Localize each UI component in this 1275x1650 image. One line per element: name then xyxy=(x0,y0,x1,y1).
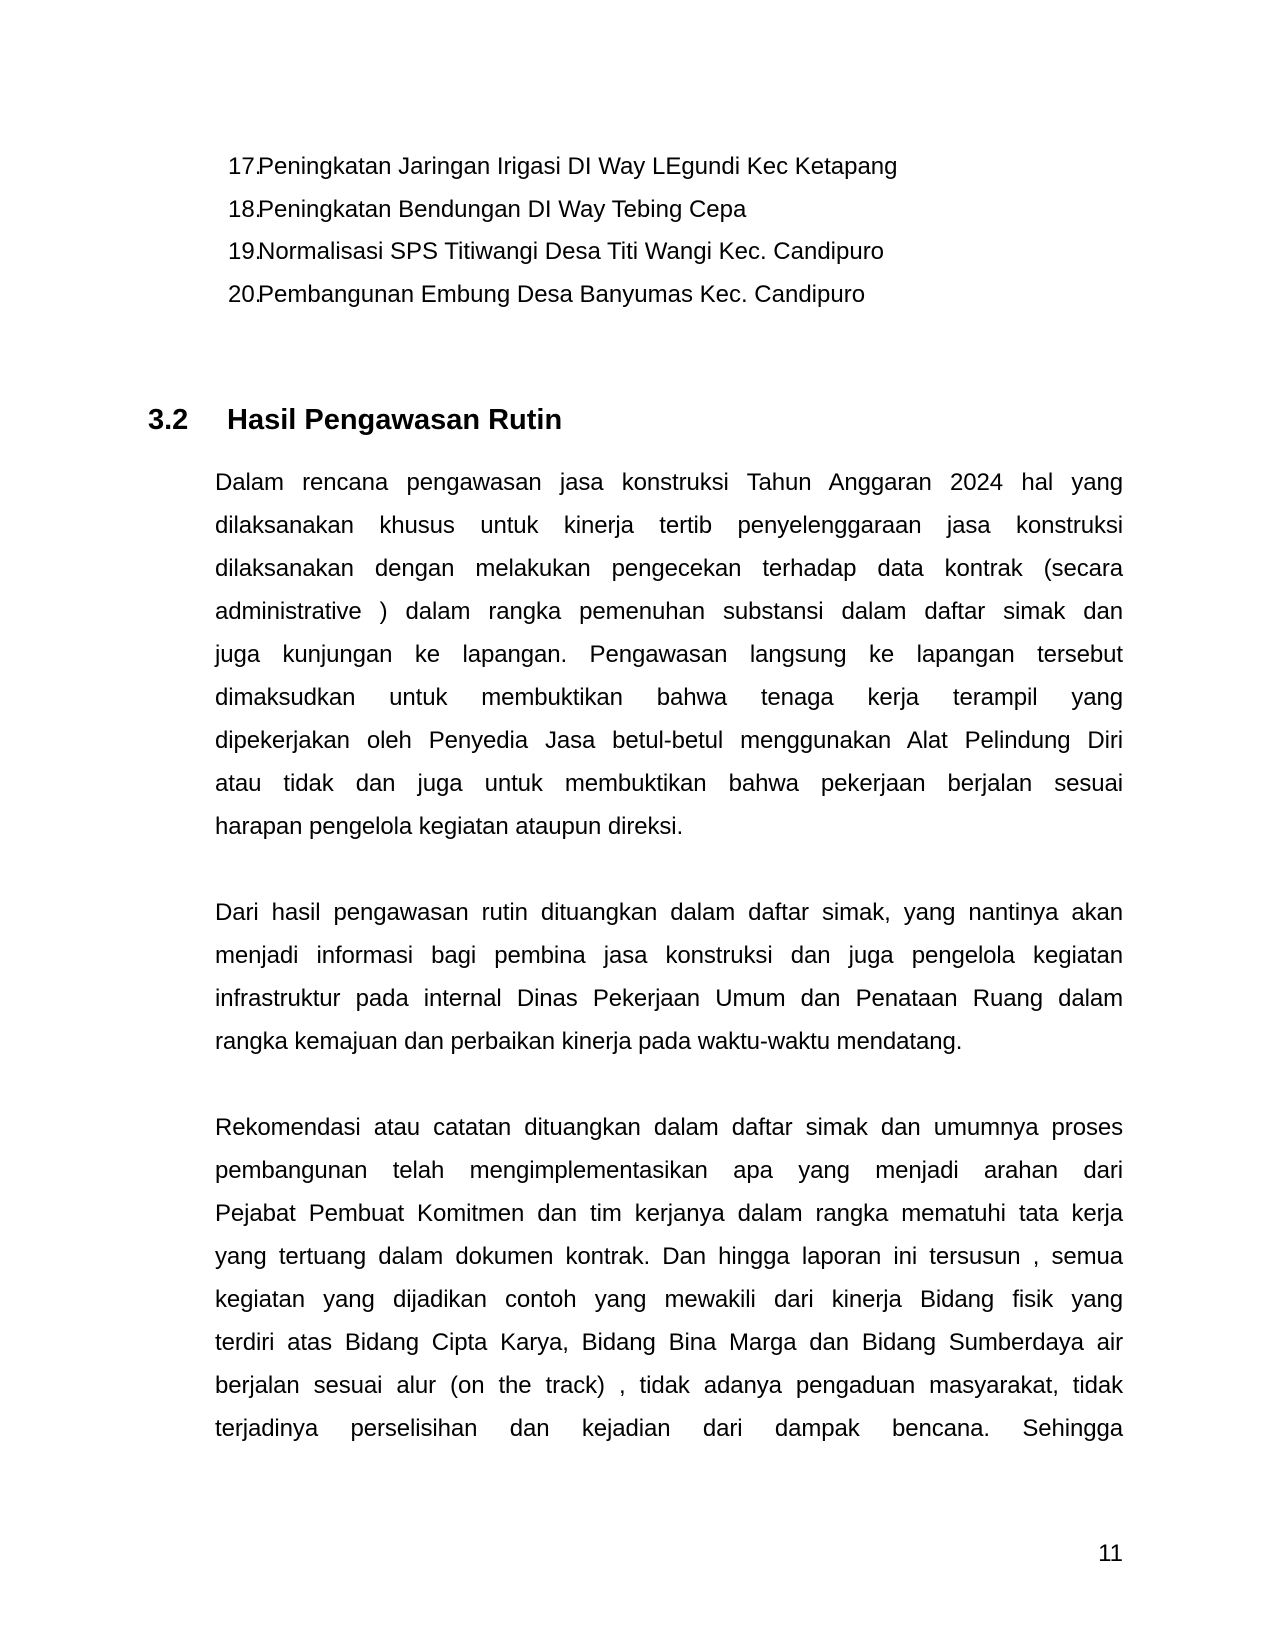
paragraph-line: berjalan sesuai alur (on the track) , tidak adanya pengaduan masyarakat, tidak xyxy=(215,1372,1123,1399)
paragraph-line: juga kunjungan ke lapangan. Pengawasan langsung ke lapangan tersebut xyxy=(215,641,1123,668)
list-item xyxy=(228,189,898,232)
paragraph-line: kegiatan yang dijadikan contoh yang mewakili dari kinerja Bidang fisik yang xyxy=(215,1286,1123,1313)
list-item xyxy=(228,274,898,317)
section-title: Hasil Pengawasan Rutin xyxy=(227,404,563,436)
paragraph xyxy=(215,891,1123,1063)
paragraph-line: Pejabat Pembuat Komitmen dan tim kerjanya dalam rangka mematuhi tata kerja xyxy=(215,1200,1123,1227)
list-item xyxy=(228,146,898,189)
paragraph-line: rangka kemajuan dan perbaikan kinerja pada waktu-waktu mendatang. xyxy=(215,1028,963,1055)
list-item-text: Peningkatan Jaringan Irigasi DI Way LEgundi Kec Ketapang xyxy=(258,153,898,180)
list-item-number: 17. xyxy=(228,153,262,180)
paragraph-line: dilaksanakan khusus untuk kinerja tertib penyelenggaraan jasa konstruksi xyxy=(215,512,1123,539)
paragraph-line: harapan pengelola kegiatan ataupun direksi. xyxy=(215,813,684,840)
paragraph-line: terjadinya perselisihan dan kejadian dari dampak bencana. Sehingga xyxy=(215,1415,1123,1442)
paragraph xyxy=(215,1106,1123,1450)
paragraph-line: Dari hasil pengawasan rutin dituangkan dalam daftar simak, yang nantinya akan xyxy=(215,899,1123,926)
paragraph xyxy=(215,461,1123,848)
list-item-text: Pembangunan Embung Desa Banyumas Kec. Candipuro xyxy=(258,280,866,308)
page-number: 11 xyxy=(1098,1540,1123,1567)
list-item-text: Normalisasi SPS Titiwangi Desa Titi Wangi Kec. Candipuro xyxy=(258,238,885,265)
list-item-number: 18. xyxy=(228,195,262,223)
paragraph-line: Dalam rencana pengawasan jasa konstruksi Tahun Anggaran 2024 hal yang xyxy=(215,469,1123,496)
paragraph-line: terdiri atas Bidang Cipta Karya, Bidang Bina Marga dan Bidang Sumberdaya air xyxy=(215,1329,1123,1356)
paragraph-line: dipekerjakan oleh Penyedia Jasa betul-betul menggunakan Alat Pelindung Diri xyxy=(215,727,1123,754)
section-heading xyxy=(148,403,562,438)
numbered-list xyxy=(228,146,898,316)
paragraph-line: administrative ) dalam rangka pemenuhan substansi dalam daftar simak dan xyxy=(215,598,1123,625)
paragraph-line: Rekomendasi atau catatan dituangkan dalam daftar simak dan umumnya proses xyxy=(215,1114,1123,1141)
list-item-text: Peningkatan Bendungan DI Way Tebing Cepa xyxy=(258,195,747,223)
paragraph-line: infrastruktur pada internal Dinas Pekerjaan Umum dan Penataan Ruang dalam xyxy=(215,985,1123,1012)
paragraph-line: yang tertuang dalam dokumen kontrak. Dan hingga laporan ini tersusun , semua xyxy=(215,1243,1123,1270)
paragraph-line: menjadi informasi bagi pembina jasa konstruksi dan juga pengelola kegiatan xyxy=(215,942,1123,969)
paragraph-line: pembangunan telah mengimplementasikan apa yang menjadi arahan dari xyxy=(215,1157,1123,1184)
paragraph-line: atau tidak dan juga untuk membuktikan bahwa pekerjaan berjalan sesuai xyxy=(215,770,1123,797)
body-paragraphs xyxy=(215,461,1123,1493)
paragraph-line: dilaksanakan dengan melakukan pengecekan terhadap data kontrak (secara xyxy=(215,555,1123,582)
paragraph-line: dimaksudkan untuk membuktikan bahwa tenaga kerja terampil yang xyxy=(215,684,1123,711)
section-number: 3.2 xyxy=(148,404,189,436)
list-item xyxy=(228,231,898,274)
list-item-number: 20. xyxy=(228,280,262,308)
list-item-number: 19. xyxy=(228,238,262,265)
